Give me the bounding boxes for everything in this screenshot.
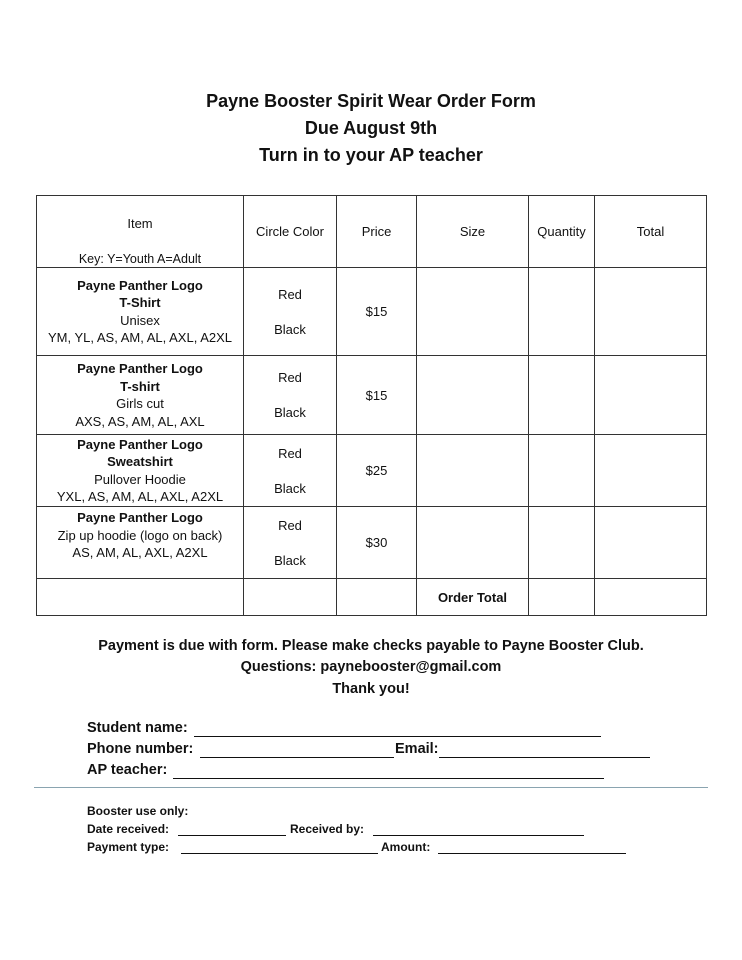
turn-in-instruction: Turn in to your AP teacher — [259, 145, 483, 165]
item-sizes: YXL, AS, AM, AL, AXL, A2XL — [56, 489, 224, 504]
amount-label: Amount: — [381, 840, 431, 854]
item-type: T-shirt — [120, 378, 160, 394]
total-cell[interactable] — [595, 268, 707, 356]
ap-teacher-label: AP teacher: — [87, 762, 168, 778]
size-cell[interactable] — [417, 435, 529, 507]
section-divider — [34, 787, 708, 788]
thank-you: Thank you! — [332, 681, 410, 697]
order-total-cell[interactable] — [595, 579, 707, 616]
payment-type-label: Payment type: — [87, 840, 170, 854]
received-by-field[interactable] — [373, 822, 584, 836]
color-cell[interactable] — [244, 507, 337, 579]
item-sizes: AXS, AS, AM, AL, AXL — [75, 413, 205, 429]
order-total-quantity-cell[interactable] — [529, 579, 595, 616]
item-cell — [37, 356, 244, 435]
empty-cell — [244, 579, 337, 616]
item-style: Unisex — [120, 312, 160, 328]
item-type: Sweatshirt — [107, 454, 173, 469]
empty-cell — [37, 579, 244, 616]
quantity-cell[interactable] — [529, 356, 595, 435]
size-cell[interactable] — [417, 356, 529, 435]
color-option-red[interactable]: Red — [278, 370, 302, 385]
item-sizes: YM, YL, AS, AM, AL, AXL, A2XL — [47, 330, 233, 345]
email-label: Email: — [395, 741, 439, 757]
color-option-red[interactable]: Red — [278, 517, 302, 533]
item-style: Girls cut — [116, 396, 164, 411]
date-received-field[interactable] — [178, 822, 286, 836]
item-type: T-Shirt — [119, 295, 161, 310]
item-header-label: Item — [127, 216, 153, 231]
item-cell — [37, 268, 244, 356]
item-name: Payne Panther Logo — [77, 361, 203, 376]
quantity-cell[interactable] — [529, 268, 595, 356]
item-name: Payne Panther Logo — [77, 277, 203, 293]
color-option-black[interactable]: Black — [274, 321, 306, 337]
quantity-cell[interactable] — [529, 435, 595, 507]
table-row — [37, 356, 707, 435]
color-cell[interactable] — [244, 268, 337, 356]
table-header-row — [37, 196, 707, 268]
phone-number-field[interactable] — [200, 741, 394, 758]
item-style: Pullover Hoodie — [94, 471, 186, 487]
size-cell[interactable] — [417, 507, 529, 579]
color-cell[interactable] — [244, 356, 337, 435]
item-header — [37, 196, 244, 268]
payment-note: Payment is due with form. Please make checks payable to Payne Booster Club. — [98, 638, 644, 654]
item-cell — [37, 507, 244, 579]
price-cell: $25 — [337, 435, 417, 507]
item-cell — [37, 435, 244, 507]
received-by-label: Received by: — [290, 822, 365, 836]
quantity-cell[interactable] — [529, 507, 595, 579]
order-table — [36, 195, 707, 616]
booster-received-row — [87, 822, 587, 840]
color-option-black[interactable]: Black — [274, 405, 306, 420]
size-key: Key: Y=Youth A=Adult — [78, 252, 202, 266]
table-row — [37, 435, 707, 507]
total-cell[interactable] — [595, 507, 707, 579]
phone-number-label: Phone number: — [87, 741, 194, 757]
date-received-label: Date received: — [87, 822, 170, 836]
item-style: Zip up hoodie (logo on back) — [57, 527, 223, 543]
color-option-black[interactable]: Black — [274, 480, 306, 496]
price-cell: $15 — [337, 268, 417, 356]
student-name-row — [87, 720, 607, 740]
student-name-field[interactable] — [194, 720, 601, 737]
order-total-label: Order Total — [417, 579, 529, 616]
color-option-black[interactable]: Black — [274, 552, 306, 568]
table-row — [37, 268, 707, 356]
size-cell[interactable] — [417, 268, 529, 356]
color-header: Circle Color — [244, 196, 337, 268]
total-cell[interactable] — [595, 356, 707, 435]
size-header: Size — [417, 196, 529, 268]
order-total-row — [37, 579, 707, 616]
total-header: Total — [595, 196, 707, 268]
questions-contact: Questions: paynebooster@gmail.com — [240, 659, 502, 675]
payment-type-field[interactable] — [181, 840, 378, 854]
color-option-red[interactable]: Red — [278, 286, 302, 302]
table-row — [37, 507, 707, 579]
email-field[interactable] — [439, 741, 650, 758]
booster-heading-label: Booster use only: — [87, 804, 189, 818]
price-cell: $30 — [337, 507, 417, 579]
ap-teacher-field[interactable] — [173, 762, 604, 779]
item-name: Payne Panther Logo — [77, 436, 203, 452]
ap-teacher-row — [87, 762, 607, 782]
student-name-label: Student name: — [87, 720, 188, 736]
empty-cell — [337, 579, 417, 616]
quantity-header: Quantity — [529, 196, 595, 268]
item-name: Payne Panther Logo — [77, 510, 203, 525]
amount-field[interactable] — [438, 840, 626, 854]
color-option-red[interactable]: Red — [278, 445, 302, 461]
form-title: Payne Booster Spirit Wear Order Form — [206, 91, 536, 111]
total-cell[interactable] — [595, 435, 707, 507]
booster-payment-row — [87, 840, 627, 858]
phone-email-row — [87, 741, 657, 761]
color-cell[interactable] — [244, 435, 337, 507]
price-header: Price — [337, 196, 417, 268]
due-date: Due August 9th — [304, 118, 438, 138]
item-sizes: AS, AM, AL, AXL, A2XL — [72, 545, 208, 560]
price-cell: $15 — [337, 356, 417, 435]
